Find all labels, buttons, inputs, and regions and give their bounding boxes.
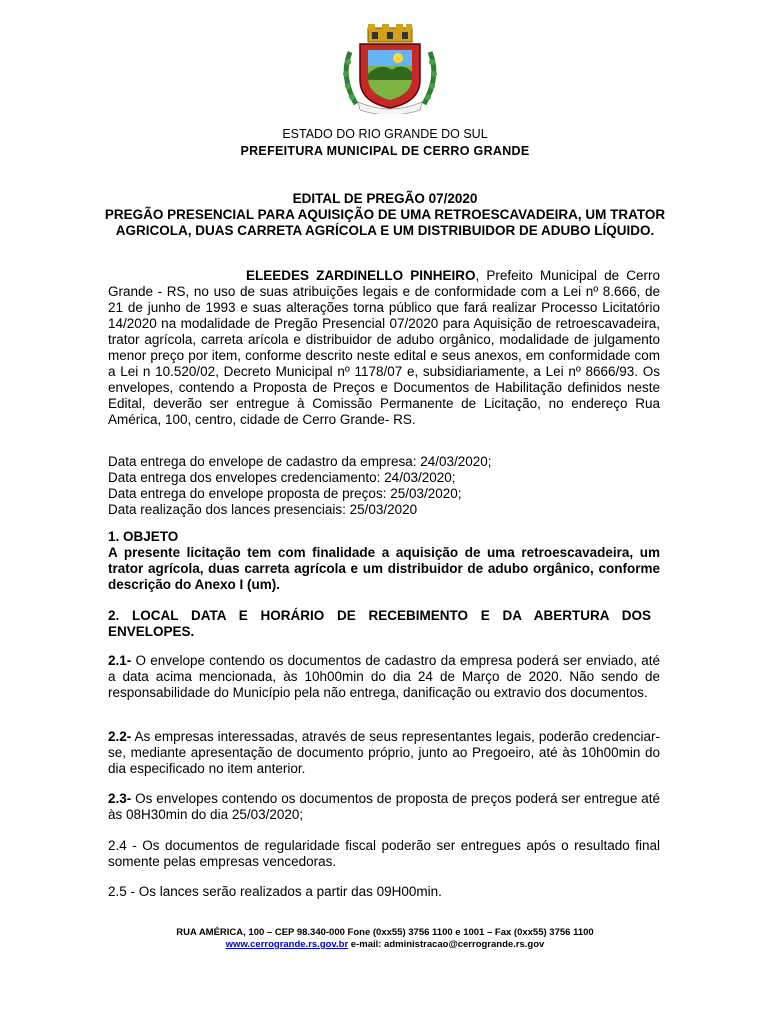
item-2-4 <box>108 838 660 870</box>
prefecture-name: PREFEITURA MUNICIPAL DE CERRO GRANDE <box>240 144 530 158</box>
dates-block <box>108 454 660 518</box>
edital-subject: PREGÃO PRESENCIAL PARA AQUISIÇÃO DE UMA RETROESCAVADEIRA, UM TRATOR AGRICOLA, DUAS CARRETA AGRÍCOLA E UM DISTRIBUIDOR DE ADUBO LÍQUIDO. <box>104 207 666 238</box>
item-2-5 <box>108 884 660 900</box>
date-line: Data entrega do envelope proposta de preços: 25/03/2020; <box>108 486 462 501</box>
item-number: 2.1- <box>108 653 132 668</box>
municipal-coat-of-arms-icon <box>336 22 444 114</box>
item-text: Os envelopes contendo os documentos de proposta de preços poderá ser entregue até às 08H30min do dia 25/03/2020; <box>108 791 660 822</box>
item-2-3 <box>108 791 660 823</box>
edital-number: EDITAL DE PREGÃO 07/2020 <box>292 191 478 206</box>
item-text: 2.4 - Os documentos de regularidade fiscal poderão ser entregues após o resultado final somente pelas empresas vencedoras. <box>108 838 660 869</box>
footer-email: e-mail: administracao@cerrogrande.rs.gov <box>348 939 545 950</box>
item-text: As empresas interessadas, através de seus representantes legais, poderão credenciar-se, mediante apresentação de documento próprio, junto ao Pregoeiro, até às 10h00min do dia especificado no item anterior. <box>108 729 660 776</box>
item-2-1 <box>108 653 660 701</box>
date-line: Data entrega do envelope de cadastro da empresa: 24/03/2020; <box>108 454 492 469</box>
section-local-heading: 2. LOCAL DATA E HORÁRIO DE RECEBIMENTO E DA ABERTURA DOS ENVELOPES. <box>108 608 652 639</box>
item-text: O envelope contendo os documentos de cadastro da empresa poderá ser enviado, até a data acima mencionada, às 10h00min do dia 24 de Março de 2020. Não sendo de responsabilidade do Município pela não entrega, danificação ou extravio dos documentos. <box>108 653 660 700</box>
intro-text: , Prefeito Municipal de Cerro Grande - RS, no uso de suas atribuições legais e de conformidade com a Lei nº 8.666, de 21 de junho de 1993 e suas alterações torna público que fará realizar Processo Licitatório 14/2020 na modalidade de Pregão Presencial 07/2020 para Aquisição de retroescavadeira, trator agrícola, carreta arícola e distribuidor de adubo orgânico, modalidade de julgamento menor preço por item, conforme descrito neste edital e seus anexos, em conformidade com a Lei n 10.520/02, Decreto Municipal nº 1178/07 e, subsidiariamente, a Lei nº 8666/93. Os envelopes, contendo a Proposta de Preços e Documentos de Habilitação definidos neste Edital, deverão ser entregue à Comissão Permanente de Licitação, no endereço Rua América, 100, centro, cidade de Cerro Grande- RS. <box>108 268 660 427</box>
item-2-2 <box>108 729 660 777</box>
date-line: Data entrega dos envelopes credenciamento: 24/03/2020; <box>108 470 456 485</box>
edital-title <box>100 191 670 239</box>
item-number: 2.3- <box>108 791 132 806</box>
intro-paragraph <box>108 268 660 428</box>
section-objeto <box>108 529 660 593</box>
section-heading: 1. OBJETO <box>108 529 179 544</box>
page-footer <box>0 927 770 951</box>
state-name: ESTADO DO RIO GRANDE DO SUL <box>282 127 488 141</box>
footer-website-link[interactable]: www.cerrogrande.rs.gov.br <box>225 939 349 950</box>
date-line: Data realização dos lances presenciais: 25/03/2020 <box>108 502 418 517</box>
item-text: 2.5 - Os lances serão realizados a partir das 09H00min. <box>108 884 442 899</box>
item-number: 2.2- <box>108 729 132 744</box>
section-text: A presente licitação tem com finalidade a aquisição de uma retroescavadeira, um trator agrícola, duas carreta agrícola e um distribuidor de adubo orgânico, conforme descrição do Anexo I (um). <box>108 545 660 592</box>
footer-address: RUA AMÉRICA, 100 – CEP 98.340-000 Fone (0xx55) 3756 1100 e 1001 – Fax (0xx55) 3756 1100 <box>176 927 594 938</box>
mayor-name: ELEEDES ZARDINELLO PINHEIRO <box>246 268 476 283</box>
